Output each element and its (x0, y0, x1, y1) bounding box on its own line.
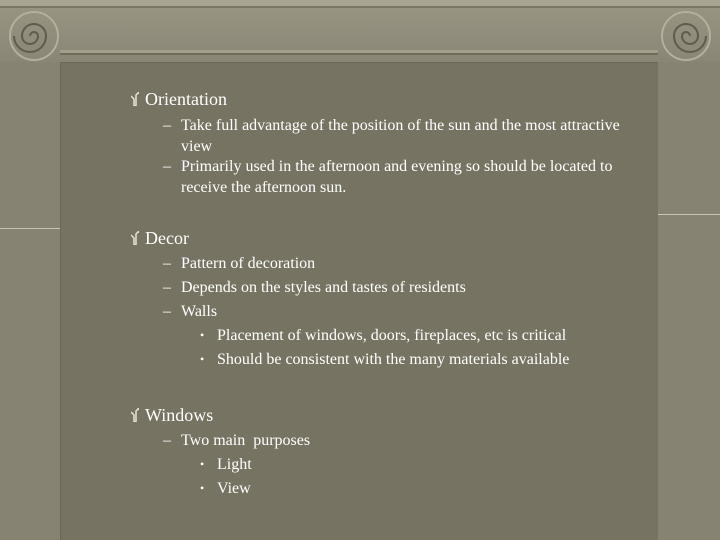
sub-list-item (200, 478, 251, 499)
item-text: Should be consistent with the many materials available (217, 351, 570, 368)
checkmark-bullet-icon (131, 92, 139, 106)
item-text: Light (217, 456, 252, 473)
dash-marker: – (163, 303, 171, 320)
dash-marker: – (163, 432, 171, 449)
item-text: Walls (181, 303, 218, 320)
dash-marker: – (163, 158, 171, 175)
checkmark-bullet-icon (131, 231, 139, 245)
dash-marker: – (163, 255, 171, 272)
section-heading-decor (145, 227, 189, 249)
list-item (163, 301, 663, 322)
item-text: Pattern of decoration (181, 255, 316, 272)
sub-list-item (200, 454, 252, 475)
heading-text: Decor (145, 228, 189, 248)
item-text: Primarily used in the afternoon and evening so should be located to receive the afternoon sun. (181, 158, 613, 196)
item-text: Depends on the styles and tastes of residents (181, 279, 466, 296)
heading-text: Windows (145, 405, 214, 425)
item-text: Two main purposes (181, 432, 311, 449)
bullet-marker: • (200, 457, 205, 471)
item-text: Take full advantage of the position of the sun and the most attractive view (181, 117, 620, 155)
checkmark-bullet-icon (131, 408, 139, 422)
list-item (163, 115, 663, 157)
list-item (163, 277, 663, 298)
dash-marker: – (163, 279, 171, 296)
item-text: Placement of windows, doors, fireplaces, etc is critical (217, 327, 567, 344)
list-item (163, 253, 663, 274)
bullet-marker: • (200, 328, 205, 342)
section-heading-windows (145, 404, 213, 426)
list-item (163, 430, 663, 451)
dash-marker: – (163, 117, 171, 134)
item-text: View (217, 480, 251, 497)
sub-list-item (200, 349, 569, 370)
heading-text: Orientation (145, 89, 227, 109)
bullet-marker: • (200, 481, 205, 495)
sub-list-item (200, 325, 566, 346)
section-heading-orientation (145, 88, 227, 110)
bullet-marker: • (200, 352, 205, 366)
list-item (163, 156, 663, 198)
